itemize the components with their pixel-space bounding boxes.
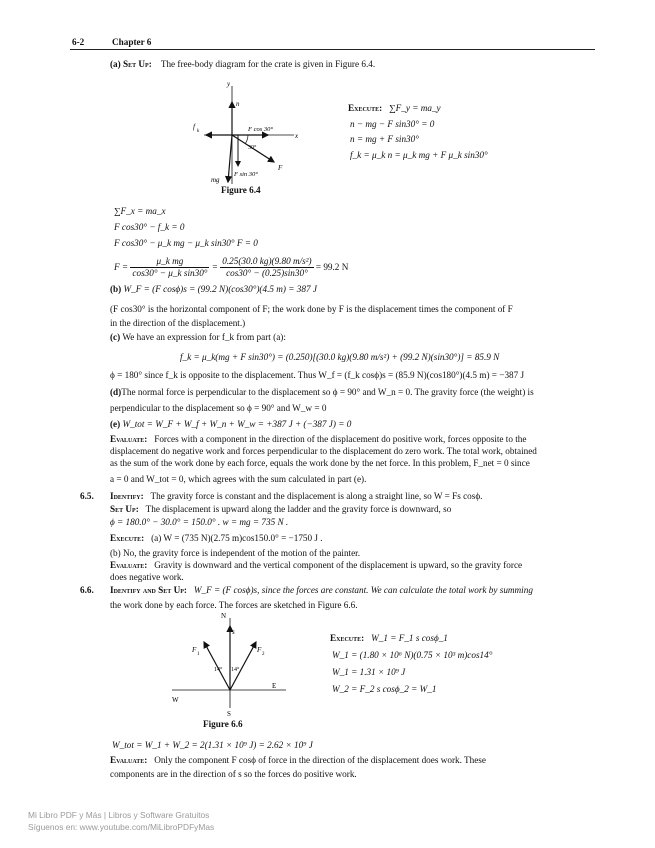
- fk-label: f: [193, 123, 195, 131]
- watermark-line-1: Mi Libro PDF y Más | Libros y Software Gratuitos: [28, 810, 210, 820]
- mg-label: mg: [211, 176, 220, 184]
- evaluate-a-line-4: a = 0 and W_tot = 0, which agrees with the sum calculated in part (e).: [110, 474, 367, 484]
- execute-a-label-line: Execute: ∑F_y = ma_y: [348, 103, 441, 113]
- weight-arrow: [228, 135, 232, 182]
- p66-execute-line-4: W_2 = F_2 s cosϕ_2 = W_1: [332, 684, 437, 694]
- F1-label: F: [192, 646, 197, 654]
- angle-2-label: 14°: [231, 667, 240, 673]
- execute-a-line-4: f_k = μ_k n = μ_k mg + F μ_k sin30°: [350, 150, 488, 160]
- part-c-eq-fk: f_k = μ_k(mg + F sin30°) = (0.250)[(30.0 kg)(9.80 m/s²) + (99.2 N)(sin30°)] = 85.9 N: [180, 352, 500, 362]
- eq-sum-fx: ∑F_x = ma_x: [114, 206, 166, 216]
- evaluate-a-line-2: displacement do negative work and forces perpendicular to the displacement do zero work. The total work, obtained: [110, 446, 537, 456]
- p66-identify: Identify and Set Up: W_F = (F cosϕ)s, since the forces are constant. We can calculate the total work by summing: [110, 585, 533, 595]
- p65-part-b: (b) No, the gravity force is independent of the motion of the painter.: [110, 548, 361, 558]
- part-b-note-1: (F cos30° is the horizontal component of F; the work done by F is the displacement times the component of F: [110, 304, 513, 314]
- p65-evaluate-line-1: Evaluate: Gravity is downward and the vertical component of the displacement is upward, so the gravity force: [110, 560, 523, 570]
- part-b-note-2: in the direction of the displacement.): [110, 318, 246, 328]
- force-1-arrow: [204, 642, 230, 690]
- F2-subscript: 2: [262, 652, 265, 657]
- north-label: N: [221, 612, 227, 620]
- evaluate-a-line-1: Evaluate: Forces with a component in the direction of the displacement do positive work, forces opposite to the: [110, 434, 527, 444]
- chapter-title: Chapter 6: [112, 37, 152, 47]
- page-number: 6-2: [72, 37, 85, 47]
- angle-arc: [245, 135, 248, 144]
- n-label: n: [236, 100, 240, 108]
- eq-fcos-fk: F cos30° − f_k = 0: [114, 222, 185, 232]
- part-a-setup: (a) Set Up: The free-body diagram for the crate is given in Figure 6.4.: [110, 59, 376, 69]
- part-c-eq-wf: ϕ = 180° since f_k is opposite to the displacement. Thus W_f = (f_k cosϕ)s = (85.9 N)(cos180°)(4.5 m) = −387 J: [110, 370, 525, 380]
- s-label: s: [232, 628, 235, 636]
- evaluate-a-line-3: as the sum of the work done by each force, equals the work done by the net force. In this problem, F_net = 0 since: [110, 458, 530, 468]
- problem-6-5-number: 6.5.: [80, 491, 94, 501]
- p65-identify: Identify: The gravity force is constant and the displacement is along a straight line, so W = Fs cosϕ.: [110, 491, 483, 501]
- p65-phi-line: ϕ = 180.0° − 30.0° = 150.0° . w = mg = 735 N .: [110, 517, 289, 527]
- west-label: W: [172, 696, 179, 704]
- p66-total-work: W_tot = W_1 + W_2 = 2(1.31 × 10⁹ J) = 2.62 × 10⁹ J: [112, 740, 313, 750]
- part-c-intro: (c) We have an expression for f_k from part (a):: [110, 332, 286, 342]
- fcos-label: F cos 30°: [248, 126, 273, 133]
- part-d-line-1: (d)The normal force is perpendicular to the displacement so ϕ = 90° and W_n = 0. The gravity force (the weight) is: [110, 387, 534, 397]
- east-label: E: [272, 682, 277, 690]
- watermark-line-2: Síguenos en: www.youtube.com/MiLibroPDFyMas: [28, 822, 215, 832]
- south-label: S: [227, 710, 231, 718]
- p66-line-2: the work done by each force. The forces are sketched in Figure 6.6.: [110, 600, 358, 610]
- part-d-line-2: perpendicular to the displacement so ϕ = 90° and W_w = 0: [110, 403, 327, 413]
- figure-6-4-caption: Figure 6.4: [221, 185, 261, 195]
- F-label: F: [278, 164, 283, 172]
- part-b-equation: (b) W_F = (F cosϕ)s = (99.2 N)(cos30°)(4.5 m) = 387 J: [110, 284, 317, 294]
- p66-evaluate-line-1: Evaluate: Only the component F cosϕ of force in the direction of the displacement does work. These: [110, 755, 486, 765]
- figure-6-6-caption: Figure 6.6: [203, 719, 243, 729]
- figure-6-4-free-body-diagram: [186, 78, 316, 198]
- execute-a-line-3: n = mg + F sin30°: [350, 134, 419, 144]
- force-2-arrow: [230, 642, 256, 690]
- angle-label: 30°: [248, 145, 257, 151]
- x-label: x: [295, 132, 299, 140]
- p66-execute-line-1: Execute: W_1 = F_1 s cosϕ_1: [330, 633, 448, 643]
- F1-subscript: 1: [197, 652, 200, 657]
- p65-setup: Set Up: The displacement is upward along the ladder and the gravity force is downward, so: [110, 504, 452, 514]
- F2-label: F: [257, 646, 262, 654]
- angle-1-label: 14°: [214, 667, 223, 673]
- header-rule: [70, 49, 595, 50]
- problem-6-6-number: 6.6.: [80, 585, 94, 595]
- p66-evaluate-line-2: components are in the direction of s so the forces do positive work.: [110, 769, 357, 779]
- p66-execute-line-3: W_1 = 1.31 × 10⁹ J: [332, 667, 406, 677]
- figure-6-6-force-diagram: [168, 608, 298, 720]
- p65-evaluate-line-2: does negative work.: [110, 572, 184, 582]
- execute-a-line-2: n − mg − F sin30° = 0: [350, 119, 435, 129]
- fk-subscript: k: [197, 129, 200, 134]
- y-label: y: [227, 80, 231, 88]
- p66-execute-line-2: W_1 = (1.80 × 10⁶ N)(0.75 × 10³ m)cos14°: [332, 650, 493, 660]
- eq-f-solution: F = $\frac{\text{μ\_k mg}}{\text{cos30° − μ\_k sin30°}}$ = $\frac{\text{0.25(30.0 kg)(9.80 m/s²)}}{\cos 30^\circ - (0.25)\sin 30^\circ}$ = 99.2 N: [114, 256, 349, 278]
- fsin-label: F sin 30°: [234, 171, 258, 178]
- part-e-equation: (e) W_tot = W_F + W_f + W_n + W_w = +387 J + (−387 J) = 0: [110, 419, 352, 429]
- p65-execute: Execute: (a) W = (735 N)(2.75 m)cos150.0° = −1750 J .: [110, 533, 323, 543]
- eq-fcos-mu: F cos30° − μ_k mg − μ_k sin30° F = 0: [114, 238, 258, 248]
